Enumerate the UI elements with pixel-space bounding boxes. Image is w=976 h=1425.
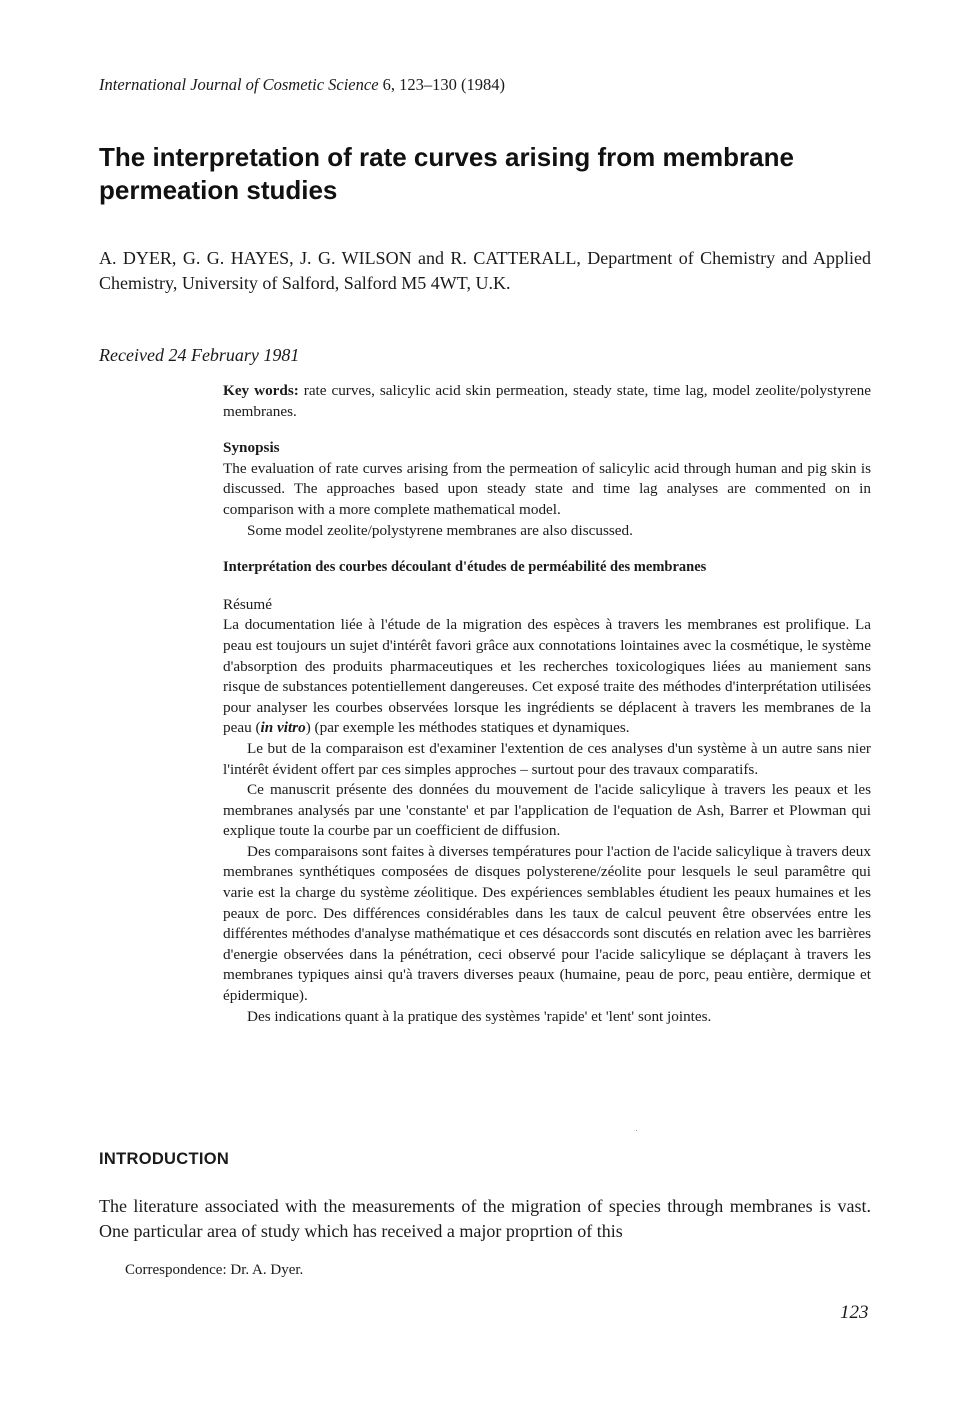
correspondence-note: Correspondence: Dr. A. Dyer.: [125, 1262, 304, 1278]
introduction-heading: INTRODUCTION: [99, 1150, 230, 1168]
journal-name: International Journal of Cosmetic Science: [99, 75, 379, 94]
synopsis-paragraph: The evaluation of rate curves arising from the permeation of salicylic acid through human and pig skin is discussed. The approaches based upon steady state and time lag analyses are commented on in comparison with a more complete mathematical model.: [223, 459, 871, 518]
keywords-text: rate curves, salicylic acid skin permeation, steady state, time lag, model zeolite/polystyrene membranes.: [223, 382, 871, 420]
article-title: The interpretation of rate curves arising from membrane permeation studies: [99, 142, 794, 205]
author-affiliation: A. DYER, G. G. HAYES, J. G. WILSON and R. CATTERALL, Department of Chemistry and Applied Chemistry, University of Salford, Salford M5 4WT, U.K.: [99, 248, 871, 293]
keywords-label: Key words:: [223, 382, 299, 399]
resume-paragraph: Ce manuscrit présente des données du mouvement de l'acide salicylique à travers les peaux et les membranes analysés par une 'constante' et par l'application de l'equation de Ash, Barrer et Plowman qui explique toute la courbe par un coefficient de diffusion.: [223, 781, 871, 840]
resume-italic: in vitro: [260, 719, 306, 737]
resume-text: La documentation liée à l'étude de la migration des espèces à travers les membranes est prolifique. La peau est toujours un sujet d'intérêt favori grâce aux connotations lointaines avec la cosmétique, le système d'absorption des produits pharmaceutiques et les recherches toxicologiques liées au maniement sans risque de substances potentiellement dangereuses. Cet exposé traite des méthodes d'interprétation utilisées pour analyser les courbes observées lorsque les ingrédients se déplacent à travers les membranes de la peau (: [223, 616, 871, 737]
received-date: Received 24 February 1981: [99, 345, 300, 365]
keywords: [223, 381, 871, 422]
synopsis: [223, 438, 871, 541]
resume: [223, 595, 871, 1027]
resume-paragraph: [223, 615, 871, 739]
resume-paragraph: Des indications quant à la pratique des systèmes 'rapide' et 'lent' sont jointes.: [247, 1007, 712, 1025]
introduction-text: The literature associated with the measurements of the migration of species through membranes is vast. One particular area of study which has received a major proprtion of this: [99, 1196, 871, 1241]
journal-citation: [99, 75, 505, 95]
page-number: 123: [840, 1302, 869, 1323]
resume-paragraph: Le but de la comparaison est d'examiner l'extention de ces analyses d'un système à un autre sans nier l'intérêt évident offert par ces simples approches – surtout pour des travaux comparatifs.: [223, 739, 871, 778]
journal-reference: 6, 123–130 (1984): [378, 75, 506, 94]
synopsis-heading: Synopsis: [223, 439, 280, 457]
resume-text: ) (par exemple les méthodes statiques et dynamiques.: [305, 719, 630, 737]
french-title: Interprétation des courbes découlant d'études de perméabilité des membranes: [223, 559, 707, 576]
abstract-block: [223, 381, 871, 1027]
synopsis-paragraph: Some model zeolite/polystyrene membranes are also discussed.: [247, 521, 633, 539]
resume-heading: Résumé: [223, 595, 272, 613]
print-speck: [636, 1130, 637, 1131]
resume-paragraph: Des comparaisons sont faites à diverses températures pour l'action de l'acide salicylique à travers deux membranes synthétiques composées de disques polysterene/zéolite pour lesquels le seul paramêtre qui varie est la charge du système zéolitique. Des expériences semblables étudient les peaux humaines et les peaux de porc. Des différences considérables dans les taux de calcul peuvent être observées entre les différentes méthodes d'analyse mathématique et ces désaccords sont discutés en relation avec les barrières d'energie observées dans la pénétration, ceci observé pour l'acide salicylique se déplaçant à travers les membranes typiques ainsi qu'à travers diverses peaux (humaine, peau de porc, peau entière, dermique et épidermique).: [223, 842, 871, 1005]
